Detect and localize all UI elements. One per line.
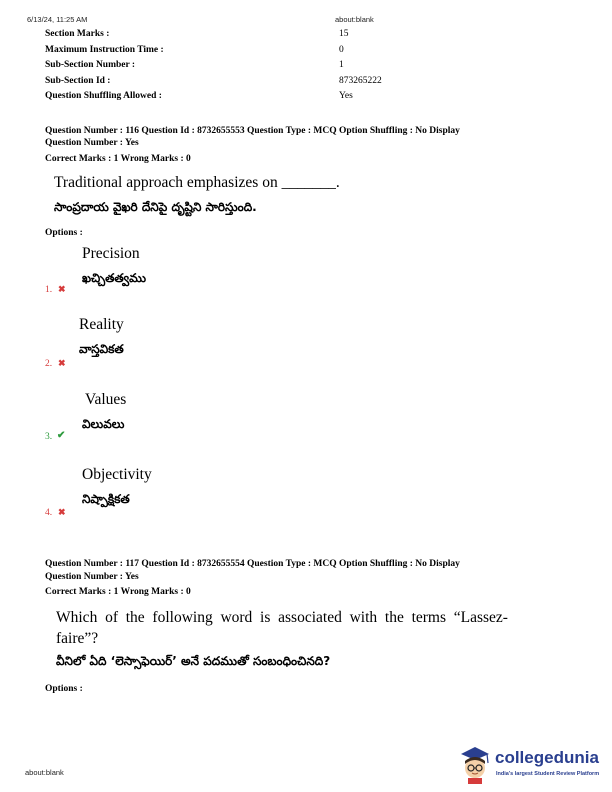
question-info: Question Number : 117 Question Id : 8732655554 Question Type : MCQ Option Shuffling : No Display [45,559,460,569]
option-text-en: Objectivity [82,466,152,483]
meta-label: Section Marks : [45,29,110,39]
correct-check-icon: ✔ [57,430,66,441]
option-text-te: విలువలు [82,417,125,431]
meta-label: Sub-Section Number : [45,60,136,70]
wrong-mark-icon: ✖ [58,507,66,517]
meta-value: 0 [339,45,344,55]
question-text-te: సాంప్రదాయ వైఖరి దేనిపై దృష్టిని సారిస్తుంది. [54,200,257,214]
wrong-mark-icon: ✖ [58,284,66,294]
meta-value: 873265222 [339,76,382,86]
option-text-en: Reality [79,316,124,333]
meta-value: 15 [339,29,349,39]
option-text-te: ఖచ్చితత్వము [82,271,147,285]
option-text-en: Values [85,391,127,408]
meta-value: 1 [339,60,344,70]
question-text-en: Which of the following word is associated with the terms “Lassez- [56,609,508,626]
question-info: Question Number : Yes [45,572,139,582]
meta-label: Sub-Section Id : [45,76,111,86]
print-datetime: 6/13/24, 11:25 AM [27,15,88,24]
option-text-en: Precision [82,245,140,262]
meta-value: Yes [339,91,353,101]
option-text-te: నిష్పాక్షికత [82,492,130,506]
meta-label: Maximum Instruction Time : [45,45,164,55]
question-info: Question Number : Yes [45,138,139,148]
print-footer-url: about:blank [25,768,64,777]
question-text-en: faire”? [56,630,99,647]
logo-wordmark: collegedunia [495,748,599,767]
option-number: 1. [45,285,53,295]
option-number: 4. [45,508,53,518]
collegedunia-logo [457,744,607,786]
question-text-te: వీనిలో ఏది ‘లెస్సాఫెయిర్’ అనే పదముతో సంబంధించినది? [56,654,331,668]
logo-tagline: India's largest Student Review Platform [496,771,600,777]
question-info: Question Number : 116 Question Id : 8732655553 Question Type : MCQ Option Shuffling : No Display [45,126,460,136]
question-marks: Correct Marks : 1 Wrong Marks : 0 [45,587,191,597]
wrong-mark-icon: ✖ [58,358,66,368]
option-text-te: వాస్తవికత [79,342,124,356]
print-url: about:blank [335,15,374,24]
options-label: Options : [45,228,83,238]
question-marks: Correct Marks : 1 Wrong Marks : 0 [45,154,191,164]
options-label: Options : [45,684,83,694]
option-number: 3. [45,432,53,442]
meta-label: Question Shuffling Allowed : [45,91,162,101]
mascot-icon [457,744,493,784]
question-text-en: Traditional approach emphasizes on _______. [54,174,340,191]
option-number: 2. [45,359,53,369]
